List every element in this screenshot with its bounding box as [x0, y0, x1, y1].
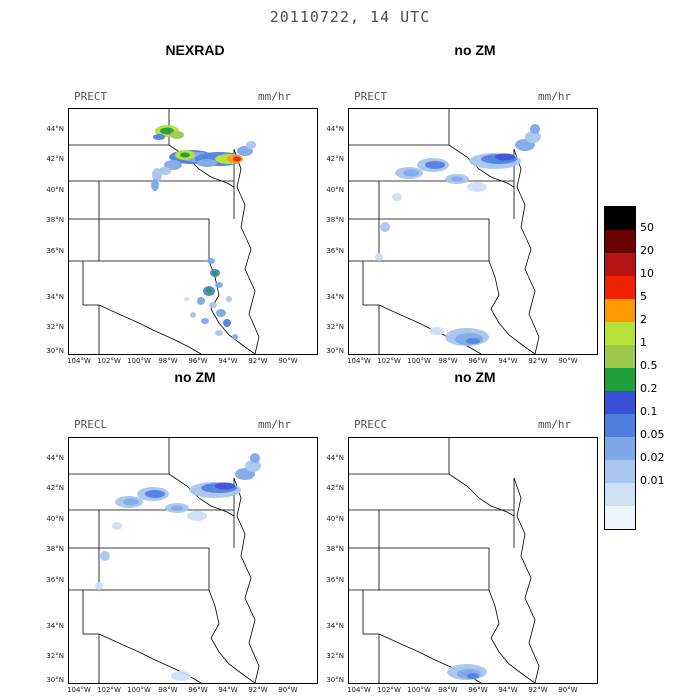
colorbar-segment-10-20 — [605, 253, 635, 276]
xlabel-2-90: 90°W — [278, 686, 298, 694]
ylabel-1-32: 32°N — [326, 323, 344, 331]
ylabel-1-30: 30°N — [326, 347, 344, 355]
panel-variable-2: PRECL — [74, 418, 108, 431]
ylabel-2-34: 34°N — [46, 622, 64, 630]
ylabel-3-32: 32°N — [326, 652, 344, 660]
xlabel-2-96: 96°W — [188, 686, 208, 694]
xlabel-3-92: 92°W — [528, 686, 548, 694]
ylabel-1-44: 44°N — [326, 125, 344, 133]
xlabel-3-94: 94°W — [498, 686, 518, 694]
ylabel-2-32: 32°N — [46, 652, 64, 660]
ylabel-3-44: 44°N — [326, 454, 344, 462]
panel-title-3: no ZM — [454, 369, 496, 385]
xlabel-1-90: 90°W — [558, 357, 578, 365]
panel-units-1: mm/hr — [538, 90, 572, 103]
xlabel-1-94: 94°W — [498, 357, 518, 365]
xlabel-2-92: 92°W — [248, 686, 268, 694]
xlabel-1-100: 100°W — [407, 357, 431, 365]
xlabel-3-100: 100°W — [407, 686, 431, 694]
panel-title-0: NEXRAD — [165, 42, 225, 58]
panel-variable-3: PRECC — [354, 418, 388, 431]
colorbar-label-0-2: 0.2 — [640, 382, 658, 395]
panel-variable-1: PRECT — [354, 90, 388, 103]
colorbar-segment-001-002 — [605, 460, 635, 483]
ylabel-0-36: 36°N — [46, 247, 64, 255]
xlabel-0-90: 90°W — [278, 357, 298, 365]
colorbar-segment-1-2 — [605, 322, 635, 345]
xlabel-0-100: 100°W — [127, 357, 151, 365]
xlabel-0-104: 104°W — [67, 357, 91, 365]
colorbar-segment-02-05 — [605, 368, 635, 391]
ylabel-0-38: 38°N — [46, 216, 64, 224]
colorbar-label-5: 5 — [640, 290, 647, 303]
xlabel-3-96: 96°W — [468, 686, 488, 694]
colorbar-segment-lowest — [605, 506, 635, 530]
panel-title-2: no ZM — [174, 369, 216, 385]
colorbar-segment-20-50 — [605, 230, 635, 253]
ylabel-2-40: 40°N — [46, 515, 64, 523]
xlabel-2-104: 104°W — [67, 686, 91, 694]
map-panel-nozm-precc[interactable] — [348, 437, 598, 684]
ylabel-0-40: 40°N — [46, 186, 64, 194]
colorbar-segment-005-01 — [605, 414, 635, 437]
colorbar-segment-002-005 — [605, 437, 635, 460]
colorbar-label-0-1: 0.1 — [640, 405, 658, 418]
ylabel-1-38: 38°N — [326, 216, 344, 224]
xlabel-2-102: 102°W — [97, 686, 121, 694]
ylabel-0-34: 34°N — [46, 293, 64, 301]
colorbar-label-1: 1 — [640, 336, 647, 349]
xlabel-0-98: 98°W — [158, 357, 178, 365]
xlabel-3-102: 102°W — [377, 686, 401, 694]
xlabel-0-92: 92°W — [248, 357, 268, 365]
xlabel-3-104: 104°W — [347, 686, 371, 694]
xlabel-3-98: 98°W — [438, 686, 458, 694]
ylabel-0-44: 44°N — [46, 125, 64, 133]
map-panel-nozm-prect[interactable] — [348, 108, 598, 355]
ylabel-0-30: 30°N — [46, 347, 64, 355]
colorbar-segment-50plus — [605, 207, 635, 230]
xlabel-1-96: 96°W — [468, 357, 488, 365]
xlabel-0-94: 94°W — [218, 357, 238, 365]
ylabel-1-34: 34°N — [326, 293, 344, 301]
panel-units-3: mm/hr — [538, 418, 572, 431]
ylabel-1-40: 40°N — [326, 186, 344, 194]
ylabel-3-34: 34°N — [326, 622, 344, 630]
xlabel-2-98: 98°W — [158, 686, 178, 694]
ylabel-1-36: 36°N — [326, 247, 344, 255]
ylabel-3-42: 42°N — [326, 484, 344, 492]
panel-units-0: mm/hr — [258, 90, 292, 103]
map-panel-nexrad[interactable] — [68, 108, 318, 355]
colorbar-segment-5-10 — [605, 276, 635, 299]
colorbar-label-0-05: 0.05 — [640, 428, 665, 441]
colorbar-label-2: 2 — [640, 313, 647, 326]
xlabel-0-96: 96°W — [188, 357, 208, 365]
xlabel-1-92: 92°W — [528, 357, 548, 365]
panel-units-2: mm/hr — [258, 418, 292, 431]
panel-variable-0: PRECT — [74, 90, 108, 103]
ylabel-2-42: 42°N — [46, 484, 64, 492]
ylabel-1-42: 42°N — [326, 155, 344, 163]
colorbar-segment-low — [605, 483, 635, 506]
colorbar-segment-01-02 — [605, 391, 635, 414]
ylabel-3-36: 36°N — [326, 576, 344, 584]
xlabel-1-102: 102°W — [377, 357, 401, 365]
ylabel-3-38: 38°N — [326, 545, 344, 553]
figure-title: 20110722, 14 UTC — [269, 8, 431, 26]
ylabel-2-38: 38°N — [46, 545, 64, 553]
panel-title-1: no ZM — [454, 42, 496, 58]
xlabel-1-104: 104°W — [347, 357, 371, 365]
colorbar-segment-05-1 — [605, 345, 635, 368]
xlabel-3-90: 90°W — [558, 686, 578, 694]
xlabel-0-102: 102°W — [97, 357, 121, 365]
ylabel-2-30: 30°N — [46, 676, 64, 684]
ylabel-2-36: 36°N — [46, 576, 64, 584]
colorbar-label-50: 50 — [640, 221, 654, 234]
colorbar-label-0-5: 0.5 — [640, 359, 658, 372]
xlabel-2-94: 94°W — [218, 686, 238, 694]
xlabel-1-98: 98°W — [438, 357, 458, 365]
colorbar-label-20: 20 — [640, 244, 654, 257]
ylabel-2-44: 44°N — [46, 454, 64, 462]
colorbar-label-0-01: 0.01 — [640, 474, 665, 487]
colorbar-label-10: 10 — [640, 267, 654, 280]
colorbar-label-0-02: 0.02 — [640, 451, 665, 464]
ylabel-3-40: 40°N — [326, 515, 344, 523]
ylabel-0-42: 42°N — [46, 155, 64, 163]
xlabel-2-100: 100°W — [127, 686, 151, 694]
map-panel-nozm-precl[interactable] — [68, 437, 318, 684]
colorbar-segment-2-5 — [605, 299, 635, 322]
ylabel-0-32: 32°N — [46, 323, 64, 331]
colorbar — [604, 206, 636, 530]
ylabel-3-30: 30°N — [326, 676, 344, 684]
